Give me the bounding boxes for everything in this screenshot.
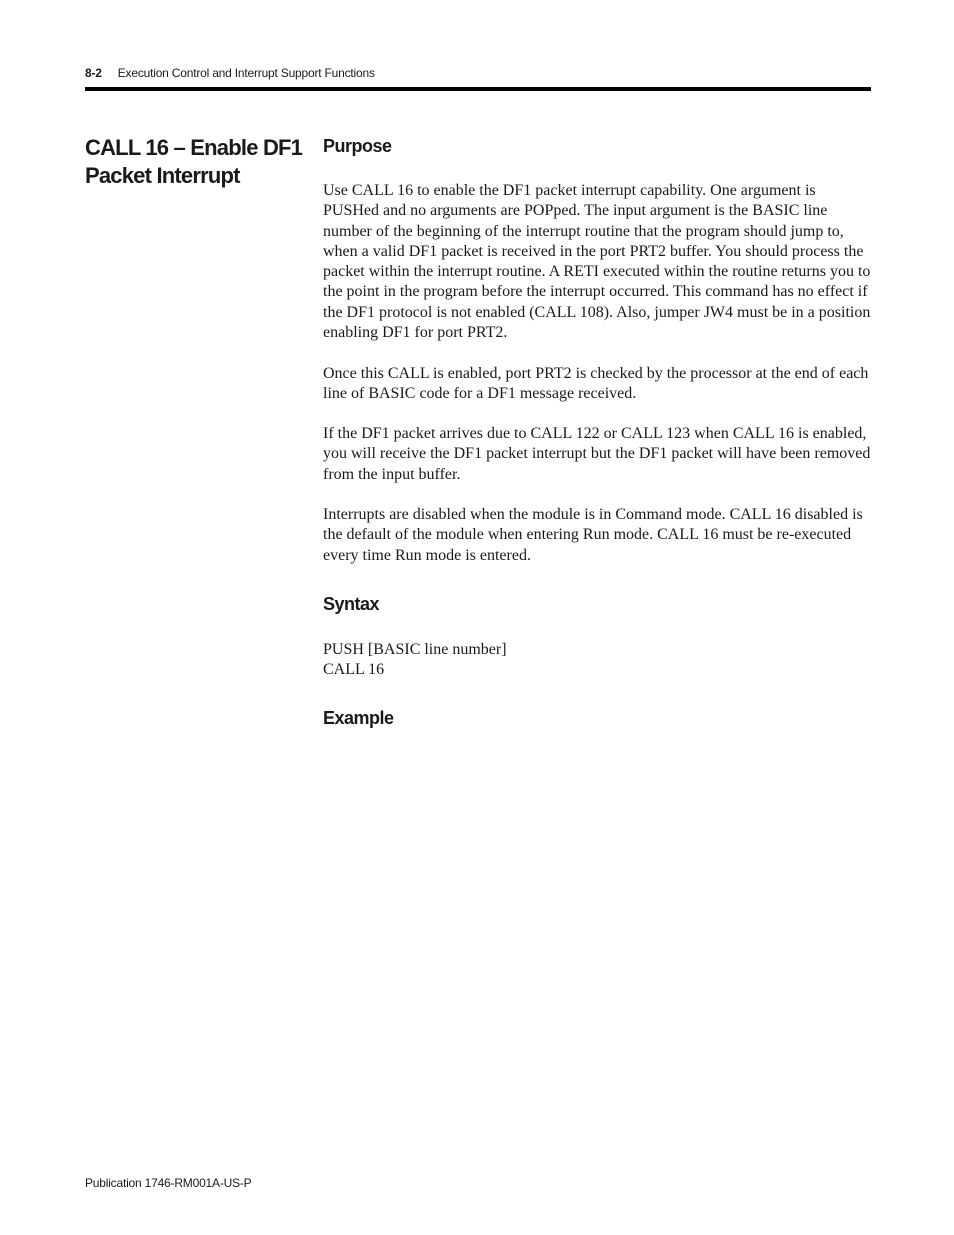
running-header <box>85 66 375 80</box>
syntax-heading: Syntax <box>323 594 380 614</box>
chapter-title: Execution Control and Interrupt Support Functions <box>117 66 375 80</box>
example-heading: Example <box>323 708 394 728</box>
page-number: 8-2 <box>85 66 102 80</box>
syntax-line-1: PUSH [BASIC line number] <box>323 641 507 658</box>
header-rule <box>85 87 871 91</box>
section-title: CALL 16 – Enable DF1 Packet Interrupt <box>85 135 303 188</box>
purpose-paragraph-3: If the DF1 packet arrives due to CALL 122 or CALL 123 when CALL 16 is enabled, you will receive the DF1 packet interrupt but the DF1 packet will have been removed from the input buffer. <box>323 425 871 483</box>
purpose-paragraph-1: Use CALL 16 to enable the DF1 packet interrupt capability. One argument is PUSHed and no arguments are POPped. The input argument is the BASIC line number of the beginning of the interrupt routine that the program should jump to, when a valid DF1 packet is received in the port PRT2 buffer. You should process the packet within the interrupt routine. A RETI executed within the routine returns you to the point in the program before the interrupt occurred. This command has no effect if the DF1 protocol is not enabled (CALL 108). Also, jumper JW4 must be in a position enabling DF1 for port PRT2. <box>323 182 871 342</box>
purpose-paragraph-2: Once this CALL is enabled, port PRT2 is checked by the processor at the end of each line of BASIC code for a DF1 message received. <box>323 365 869 403</box>
syntax-line-2: CALL 16 <box>323 661 385 678</box>
publication-footer: Publication 1746-RM001A-US-P <box>85 1176 252 1190</box>
purpose-paragraph-4: Interrupts are disabled when the module is in Command mode. CALL 16 disabled is the default of the module when entering Run mode. CALL 16 must be re-executed every time Run mode is entered. <box>323 506 863 564</box>
purpose-heading: Purpose <box>323 136 392 156</box>
